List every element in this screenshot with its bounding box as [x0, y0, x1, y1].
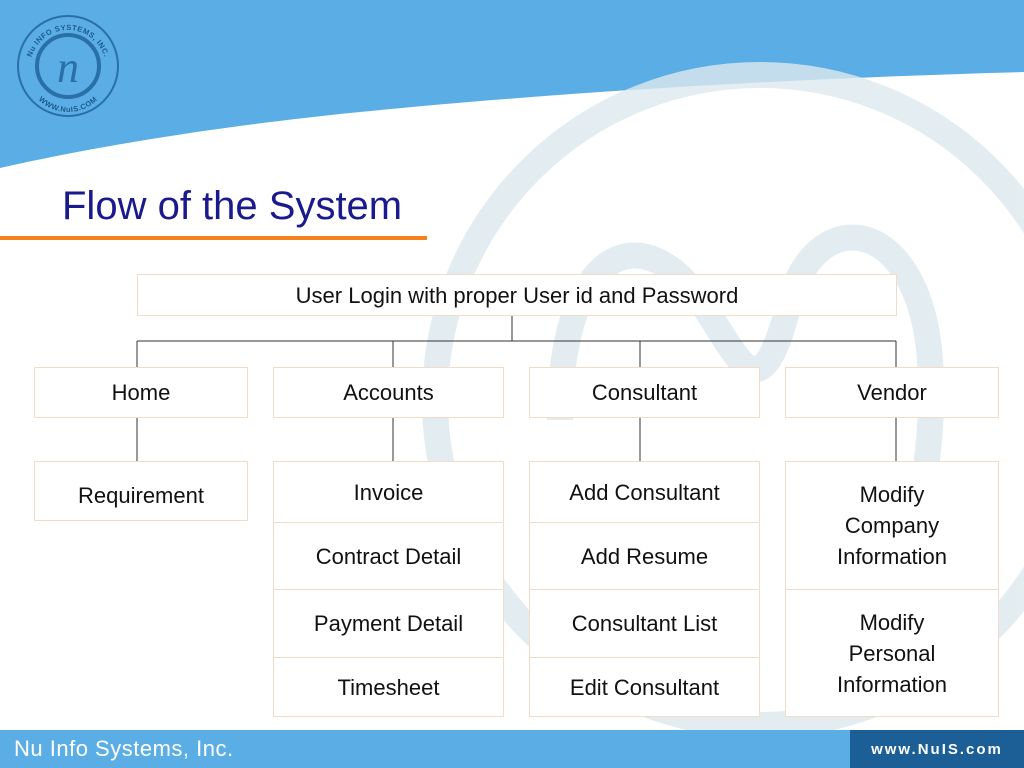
consultant-item-consultant-list: Consultant List [530, 589, 759, 657]
consultant-item-edit-consultant: Edit Consultant [530, 657, 759, 717]
category-consultant: Consultant [529, 367, 760, 418]
vendor-item-modify-company-information-label: Modify Company Information [836, 482, 948, 569]
accounts-item-timesheet: Timesheet [274, 657, 503, 717]
vendor-item-modify-personal-information [786, 589, 998, 717]
vendor-items [785, 461, 999, 717]
company-logo [16, 14, 120, 118]
accounts-items [273, 461, 504, 717]
title-underline [0, 236, 427, 240]
logo-glyph: n [57, 43, 79, 92]
logo-ring-top-text: Nu INFO SYSTEMS, INC. [24, 22, 112, 59]
footer-bar [0, 730, 1024, 768]
slide-title: Flow of the System [62, 184, 403, 228]
category-home: Home [34, 367, 248, 418]
accounts-item-invoice: Invoice [353, 479, 424, 505]
accounts-item-payment-detail: Payment Detail [274, 589, 503, 657]
vendor-item-modify-company-information [786, 462, 998, 589]
footer-company-name: Nu Info Systems, Inc. [14, 736, 234, 761]
consultant-item-add-consultant: Add Consultant [569, 479, 720, 505]
consultant-items [529, 461, 760, 717]
logo-ring-bottom-text: WWW.NuIS.COM [36, 94, 100, 115]
consultant-item-add-resume: Add Resume [530, 522, 759, 589]
home-item-requirement: Requirement [34, 461, 248, 521]
category-accounts: Accounts [273, 367, 504, 418]
category-vendor: Vendor [785, 367, 999, 418]
footer-website: www.NuIS.com [850, 730, 1024, 768]
accounts-item-contract-detail: Contract Detail [274, 522, 503, 589]
user-login-node: User Login with proper User id and Password [137, 274, 897, 316]
vendor-item-modify-personal-information-label: Modify Personal Information [836, 610, 948, 697]
